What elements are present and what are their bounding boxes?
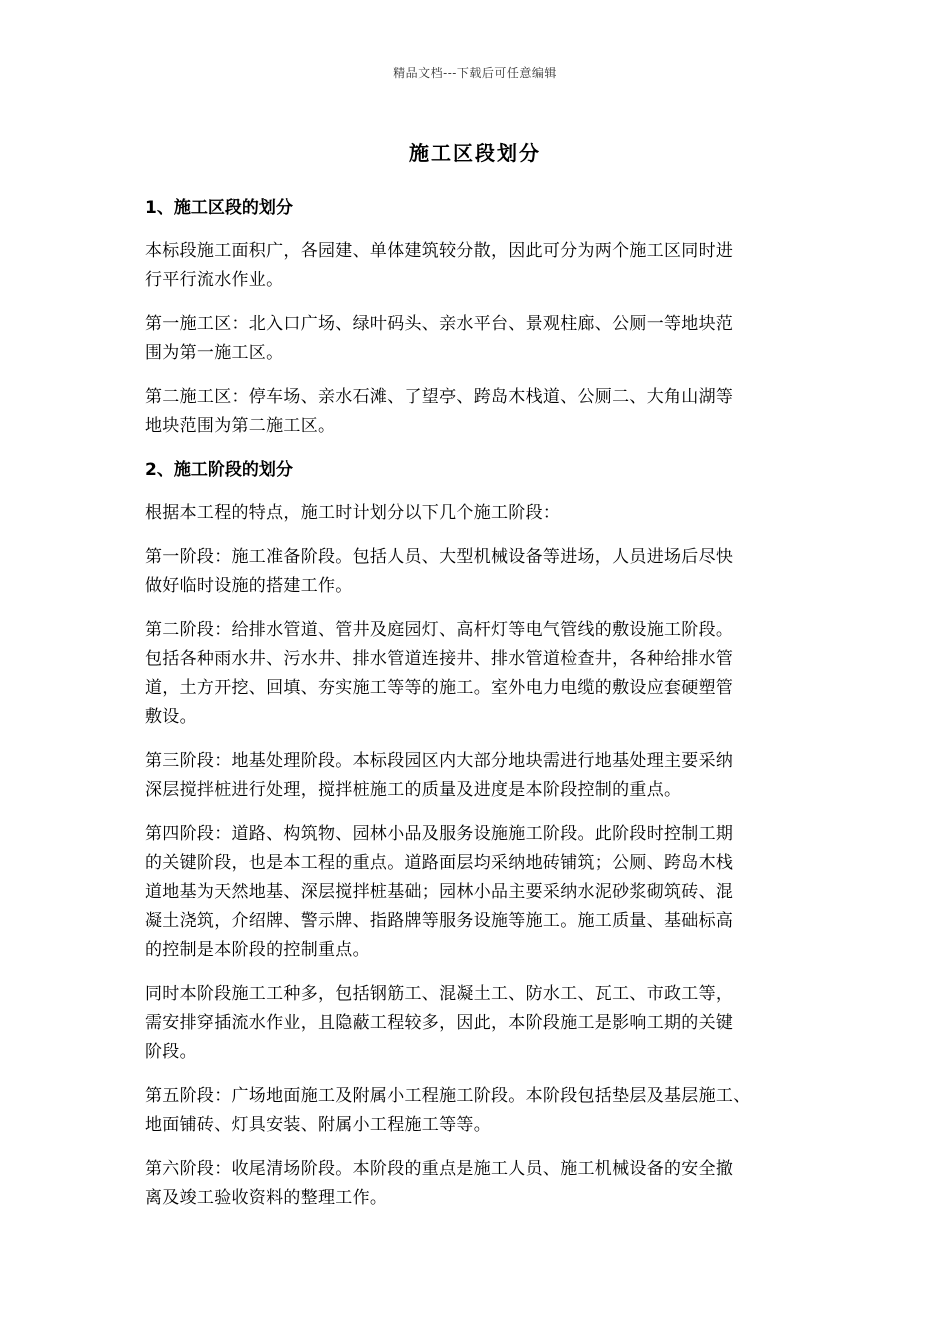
text-line: 围为第一施工区。 — [145, 343, 284, 363]
text-line: 第二施工区：停车场、亲水石滩、了望亭、跨岛木栈道、公厕二、大角山湖等 — [145, 387, 734, 407]
text-line: 行平行流水作业。 — [145, 270, 284, 290]
section-1 — [145, 194, 823, 441]
text-line: 同时本阶段施工工种多，包括钢筋工、混凝土工、防水工、瓦工、市政工等， — [145, 984, 734, 1004]
paragraph — [145, 237, 823, 295]
text-line: 根据本工程的特点，施工时计划分以下几个施工阶段： — [145, 503, 561, 523]
section-2 — [145, 456, 823, 1213]
page-header: 精品文档---下载后可任意编辑 — [393, 66, 557, 80]
paragraph — [145, 980, 823, 1067]
text-line: 凝土浇筑，介绍牌、警示牌、指路牌等服务设施等施工。施工质量、基础标高 — [145, 911, 734, 931]
paragraph — [145, 310, 823, 368]
section-heading: 2、施工阶段的划分 — [145, 460, 293, 480]
text-line: 深层搅拌桩进行处理，搅拌桩施工的质量及进度是本阶段控制的重点。 — [145, 780, 682, 800]
paragraph — [145, 383, 823, 441]
paragraph — [145, 1155, 823, 1213]
text-line: 第二阶段：给排水管道、管井及庭园灯、高杆灯等电气管线的敷设施工阶段。 — [145, 620, 734, 640]
text-line: 离及竣工验收资料的整理工作。 — [145, 1188, 388, 1208]
text-line: 道，土方开挖、回填、夯实施工等等的施工。室外电力电缆的敷设应套硬塑管 — [145, 678, 734, 698]
text-line: 地块范围为第二施工区。 — [145, 416, 336, 436]
text-line: 第三阶段：地基处理阶段。本标段园区内大部分地块需进行地基处理主要采纳 — [145, 751, 734, 771]
text-line: 第四阶段：道路、构筑物、园林小品及服务设施施工阶段。此阶段时控制工期 — [145, 824, 734, 844]
text-line: 包括各种雨水井、污水井、排水管道连接井、排水管道检查井，各种给排水管 — [145, 649, 734, 669]
section-heading: 1、施工区段的划分 — [145, 198, 293, 218]
text-line: 第一阶段：施工准备阶段。包括人员、大型机械设备等进场，人员进场后尽快 — [145, 547, 734, 567]
text-line: 敷设。 — [145, 707, 197, 727]
text-line: 道地基为天然地基、深层搅拌桩基础；园林小品主要采纳水泥砂浆砌筑砖、混 — [145, 882, 734, 902]
paragraph — [145, 499, 823, 528]
text-line: 做好临时设施的搭建工作。 — [145, 576, 353, 596]
paragraph — [145, 616, 823, 732]
text-line: 第一施工区：北入口广场、绿叶码头、亲水平台、景观柱廊、公厕一等地块范 — [145, 314, 734, 334]
text-line: 的关键阶段，也是本工程的重点。道路面层均采纳地砖铺筑；公厕、跨岛木栈 — [145, 853, 734, 873]
document-body — [145, 194, 823, 1228]
document-title: 施工区段划分 — [409, 141, 541, 165]
paragraph — [145, 543, 823, 601]
paragraph — [145, 1082, 823, 1140]
paragraph — [145, 747, 823, 805]
text-line: 的控制是本阶段的控制重点。 — [145, 940, 370, 960]
text-line: 第五阶段：广场地面施工及附属小工程施工阶段。本阶段包括垫层及基层施工、 — [145, 1086, 751, 1106]
text-line: 地面铺砖、灯具安装、附属小工程施工等等。 — [145, 1115, 491, 1135]
text-line: 第六阶段：收尾清场阶段。本阶段的重点是施工人员、施工机械设备的安全撤 — [145, 1159, 734, 1179]
paragraph — [145, 820, 823, 965]
text-line: 本标段施工面积广，各园建、单体建筑较分散，因此可分为两个施工区同时进 — [145, 241, 734, 261]
text-line: 阶段。 — [145, 1042, 197, 1062]
text-line: 需安排穿插流水作业，且隐蔽工程较多，因此，本阶段施工是影响工期的关键 — [145, 1013, 734, 1033]
